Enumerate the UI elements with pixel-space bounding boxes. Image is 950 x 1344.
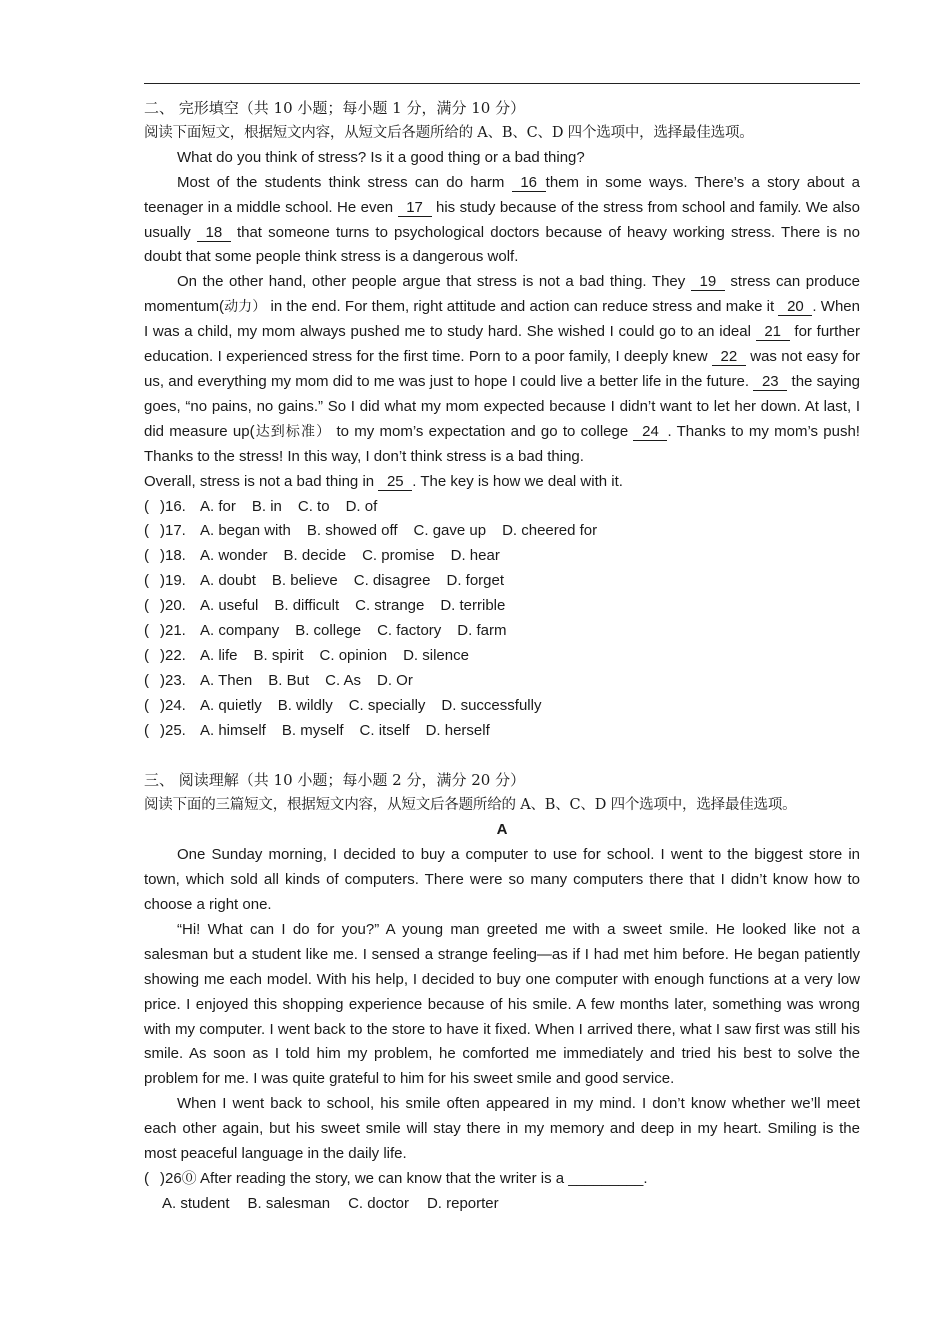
- option-d: D. reporter: [426, 1194, 499, 1212]
- cloze-heading: 二、 完形填空（共 10 小题；每小题 1 分，满分 10 分）: [144, 99, 526, 117]
- reading-heading: 三、 阅读理解（共 10 小题；每小题 2 分，满分 20 分）: [144, 771, 526, 790]
- option-a: A. student: [162, 1194, 230, 1212]
- option-b: B. in: [251, 497, 282, 515]
- question-number: )16.: [160, 497, 186, 515]
- question-number: )22.: [160, 646, 186, 664]
- question-number: )24.: [160, 696, 186, 714]
- chinese-gloss: 动力）: [224, 299, 267, 316]
- option-d: D. forget: [446, 572, 505, 590]
- cloze-paragraph-4: [144, 470, 860, 495]
- option-c: C. promise: [362, 547, 435, 565]
- question-number: )19.: [160, 572, 186, 590]
- option-c: C. doctor: [348, 1194, 409, 1212]
- option-a: A. began with: [200, 522, 291, 540]
- answer-bracket[interactable]: (: [144, 597, 149, 615]
- cloze-paragraph-2: [144, 171, 860, 271]
- cloze-paragraph-3: [144, 270, 860, 469]
- option-c: C. disagree: [353, 572, 431, 590]
- answer-bracket[interactable]: (: [144, 547, 149, 565]
- blank-22: 22: [712, 348, 746, 366]
- option-b: B. college: [295, 622, 362, 640]
- option-d: D. of: [345, 497, 378, 515]
- question-16: [144, 495, 860, 520]
- blank-16: 16: [512, 174, 546, 192]
- question-number: )21.: [160, 622, 186, 640]
- question-18: [144, 544, 860, 569]
- question-22: [144, 644, 860, 669]
- answer-bracket[interactable]: (: [144, 497, 149, 515]
- answer-bracket[interactable]: (: [144, 646, 149, 664]
- option-d: D. terrible: [440, 597, 506, 615]
- answer-bracket[interactable]: (: [144, 696, 149, 714]
- blank-20: 20: [778, 298, 812, 316]
- option-c: C. strange: [355, 597, 425, 615]
- blank-24: 24: [633, 423, 667, 441]
- cloze-instruction: 阅读下面短文，根据短文内容，从短文后各题所给的 A、B、C、D 四个选项中，选择最佳选项。: [144, 124, 754, 141]
- option-c: C. to: [297, 497, 330, 515]
- passage-title: A: [496, 821, 508, 839]
- option-a: A. life: [200, 646, 238, 664]
- text-run: them in some ways. There’s a story about a teenager in a middle school. He even: [144, 173, 860, 216]
- question-number: )25.: [160, 721, 186, 739]
- option-b: B. spirit: [253, 646, 304, 664]
- answer-bracket[interactable]: (: [144, 622, 149, 640]
- option-d: D. hear: [450, 547, 500, 565]
- question-number: )20.: [160, 597, 186, 615]
- option-b: B. believe: [271, 572, 338, 590]
- question-23: [144, 669, 860, 694]
- text-run: his study because of the stress from school and family. We also usually: [144, 198, 860, 241]
- question-number: )18.: [160, 547, 186, 565]
- option-c: C. factory: [377, 622, 442, 640]
- option-c: C. itself: [359, 721, 410, 739]
- question-26-options: [162, 1192, 860, 1217]
- option-d: D. farm: [457, 622, 507, 640]
- question-21: [144, 619, 860, 644]
- blank-21: 21: [756, 323, 790, 341]
- answer-bracket[interactable]: (: [144, 572, 149, 590]
- question-stem: )26⓪ After reading the story, we can know that the writer is a _________.: [160, 1169, 648, 1187]
- option-d: D. successfully: [441, 696, 542, 714]
- text-run: . The key is how we deal with it.: [412, 472, 623, 490]
- reading-instruction: 阅读下面的三篇短文，根据短文内容，从短文后各题所给的 A、B、C、D 四个选项中，选择最佳选项。: [144, 797, 797, 814]
- answer-bracket[interactable]: (: [144, 1169, 149, 1187]
- header-rule: [144, 83, 860, 84]
- option-a: A. doubt: [200, 572, 256, 590]
- option-b: B. myself: [281, 721, 344, 739]
- option-c: C. specially: [348, 696, 426, 714]
- option-c: C. As: [325, 671, 361, 689]
- question-17: [144, 519, 860, 544]
- option-d: D. cheered for: [502, 522, 598, 540]
- text-run: stress can produce momentum(: [144, 273, 861, 316]
- option-c: C. opinion: [319, 646, 388, 664]
- text-run: the saying goes, “no pains, no gains.” So I did what my mom expected because I didn’t want to let her down. At last, I did measure up(: [144, 372, 861, 440]
- option-d: D. silence: [403, 646, 469, 664]
- answer-bracket[interactable]: (: [144, 671, 149, 689]
- option-c: C. gave up: [413, 522, 487, 540]
- text-run: for further education. I experienced stress for the first time. Porn to a poor family, I deeply knew: [144, 323, 860, 366]
- text-run: in the end. For them, right attitude and action can reduce stress and make it: [266, 298, 779, 316]
- blank-25: 25: [378, 473, 412, 491]
- blank-23: 23: [753, 373, 787, 391]
- question-number: )23.: [160, 671, 186, 689]
- document-content: [144, 96, 860, 1217]
- question-25: [144, 719, 860, 744]
- option-b: B. wildly: [277, 696, 333, 714]
- section-spacer: [144, 744, 860, 769]
- text-run: . Thanks to my mom’s push! Thanks to the stress! In this way, I don’t think stress is a bad thing.: [144, 422, 860, 465]
- option-a: A. for: [200, 497, 236, 515]
- text-run: to my mom’s expectation and go to college: [331, 422, 634, 440]
- question-number: )17.: [160, 522, 186, 540]
- option-d: D. herself: [425, 721, 490, 739]
- option-a: A. company: [200, 622, 280, 640]
- reading-paragraph-3: When I went back to school, his smile often appeared in my mind. I don’t know whether we’ll meet each other again, but his sweet smile will stay there in my memory and deep in my heart. Smiling is the most peaceful language in the daily life.: [144, 1095, 860, 1163]
- question-26: [144, 1167, 860, 1192]
- cloze-paragraph-1: What do you think of stress? Is it a good thing or a bad thing?: [177, 148, 585, 166]
- text-run: that someone turns to psychological doctors because of heavy working stress. There is no doubt that some people think stress is a dangerous wolf.: [144, 223, 860, 266]
- option-b: B. But: [268, 671, 310, 689]
- question-24: [144, 694, 860, 719]
- blank-18: 18: [197, 224, 231, 242]
- question-19: [144, 569, 860, 594]
- option-a: A. wonder: [200, 547, 268, 565]
- option-a: A. Then: [200, 671, 253, 689]
- option-b: B. salesman: [247, 1194, 331, 1212]
- question-20: [144, 594, 860, 619]
- chinese-gloss: 达到标准）: [254, 423, 332, 440]
- option-a: A. himself: [200, 721, 266, 739]
- answer-bracket[interactable]: (: [144, 522, 149, 540]
- option-a: A. useful: [200, 597, 259, 615]
- blank-19: 19: [691, 273, 725, 291]
- text-run: Overall, stress is not a bad thing in: [144, 472, 379, 490]
- reading-paragraph-1: One Sunday morning, I decided to buy a computer to use for school. I went to the biggest store in town, which sold all kinds of computers. There were so many computers there that I didn’t know how to choose a right one.: [144, 846, 860, 913]
- option-a: A. quietly: [200, 696, 262, 714]
- text-run: was not easy for us, and everything my mom did to me was just to hope I could live a better life in the future.: [144, 348, 860, 390]
- option-b: B. decide: [283, 547, 347, 565]
- text-run: Most of the students think stress can do harm: [177, 173, 512, 191]
- text-run: On the other hand, other people argue that stress is not a bad thing. They: [177, 273, 691, 291]
- blank-17: 17: [398, 199, 432, 217]
- text-run: . When I was a child, my mom always pushed me to study hard. She wished I could go to an ideal: [144, 298, 860, 341]
- option-d: D. Or: [376, 671, 413, 689]
- option-b: B. difficult: [274, 597, 340, 615]
- option-b: B. showed off: [306, 522, 398, 540]
- reading-paragraph-2: “Hi! What can I do for you?” A young man greeted me with a sweet smile. He looked like not a salesman but a student like me. I sensed a strange feeling—as if I had met him before. He began patiently showing me each model. With his help, I decided to buy one computer with enough functions at a very low price. I enjoyed this shopping experience because of his smile. A few months later, something was wrong with my computer. I went back to the store to have it fixed. When I arrived there, what I saw first was still his smile. As soon as I told him my problem, he comforted me immediately and tried his best to solve the problem for me. I was quite grateful to him for his sweet smile and good service.: [144, 920, 860, 1088]
- answer-bracket[interactable]: (: [144, 721, 149, 739]
